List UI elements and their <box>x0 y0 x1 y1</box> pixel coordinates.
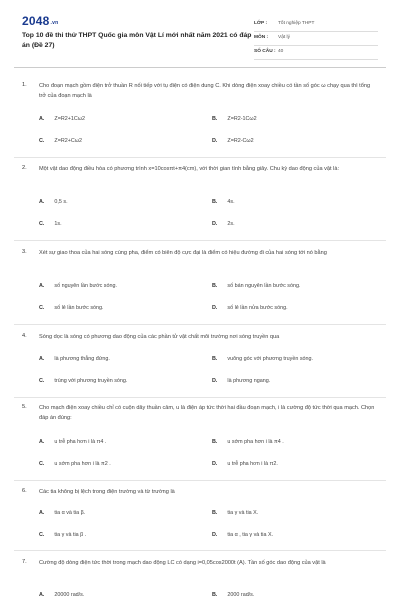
question-divider <box>14 157 386 158</box>
option-b[interactable]: B. u sớm pha hơn i là π4 . <box>212 439 284 445</box>
option-a[interactable]: A. Z=R2+1Cω2 <box>39 116 85 122</box>
meta-count-row: SỐ CÂU : 40 <box>254 46 378 60</box>
option-c[interactable]: C. 1s. <box>39 221 62 227</box>
option-b[interactable]: B. 2000 rad/s. <box>212 592 255 598</box>
option-c[interactable]: C. Z=R2+Cω2 <box>39 138 82 144</box>
option-a[interactable]: A. 20000 rad/s. <box>39 592 85 598</box>
option-b[interactable]: B. tia γ và tia X. <box>212 510 259 516</box>
exam-meta <box>254 18 378 60</box>
option-a[interactable]: A. là phương thẳng đứng. <box>39 356 110 362</box>
header-divider <box>14 67 386 68</box>
question-divider <box>14 480 386 481</box>
option-d[interactable]: D. 2s. <box>212 221 235 227</box>
option-b[interactable]: B. 4s. <box>212 199 235 205</box>
meta-class-row: LỚP : Tốt nghiệp THPT <box>254 18 378 32</box>
option-a[interactable]: A. u trễ pha hơn i là π4 . <box>39 439 107 445</box>
question-text: Cho mạch điện xoay chiều chỉ có cuộn dây thuần cảm, u là điện áp tức thời hai đầu đoạn mạch, i là cường độ tức thời qua mạch. Chọn đáp án đúng: <box>39 405 375 421</box>
site-logo[interactable]: 2048.vn <box>22 14 59 28</box>
question-divider <box>14 324 386 325</box>
option-c[interactable]: C. tia γ và tia β . <box>39 532 87 538</box>
meta-subject-row: MÔN : Vật lý <box>254 32 378 46</box>
question-divider <box>14 550 386 551</box>
option-a[interactable]: A. tia α và tia β. <box>39 510 86 516</box>
question-text: Một vật dao động điều hòa có phương trình x=10cosπt+π4(cm), với thời gian tính bằng giây. Chu kỳ dao động của vật là: <box>39 166 340 172</box>
page-title: Top 10 đề thi thử THPT Quốc gia môn Vật Lí mới nhất năm 2021 có đáp án (Đề 27) <box>22 32 252 49</box>
question-divider <box>14 240 386 241</box>
option-d[interactable]: D. u trễ pha hơn i là π2. <box>212 461 278 467</box>
option-b[interactable]: B. Z=R2-1Cω2 <box>212 116 257 122</box>
question-text: Cho đoạn mạch gồm điện trở thuần R nối tiếp với tụ điện có điện dung C. Khi dòng điện xoay chiều có tần số góc ω chạy qua thì tổng trở của đoạn mạch là <box>39 83 371 99</box>
option-b[interactable]: B. vuông góc với phương truyền sóng. <box>212 356 314 362</box>
question-divider <box>14 397 386 398</box>
option-c[interactable]: C. số lẻ lần bước sóng. <box>39 305 104 311</box>
option-a[interactable]: A. số nguyên lần bước sóng. <box>39 283 117 289</box>
question-text: Sóng dọc là sóng có phương dao động của các phần tử vật chất môi trường nơi sóng truyền qua <box>39 334 280 340</box>
option-d[interactable]: D. số lẻ lần nửa bước sóng. <box>212 305 288 311</box>
option-d[interactable]: D. là phương ngang. <box>212 378 271 384</box>
option-c[interactable]: C. trùng với phương truyền sóng. <box>39 378 128 384</box>
question-text: Cường độ dòng điện tức thời trong mạch dao động LC có dạng i=0,05cos2000t (A). Tần số góc dao động của vật là <box>39 560 326 566</box>
option-b[interactable]: B. số bán nguyên lần bước sóng. <box>212 283 301 289</box>
option-c[interactable]: C. u sớm pha hơn i là π2 . <box>39 461 111 467</box>
option-d[interactable]: D. Z=R2-Cω2 <box>212 138 254 144</box>
page-header <box>22 14 378 60</box>
question-text: Các tia không bị lệch trong điện trường và từ trường là <box>39 489 175 495</box>
question-text: Xét sự giao thoa của hai sóng cùng pha, điểm có biên độ cực đại là điểm có hiệu đường đi của hai sóng tới nó bằng <box>39 250 327 256</box>
option-d[interactable]: D. tia α , tia γ và tia X. <box>212 532 274 538</box>
option-a[interactable]: A. 0,5 s. <box>39 199 68 205</box>
